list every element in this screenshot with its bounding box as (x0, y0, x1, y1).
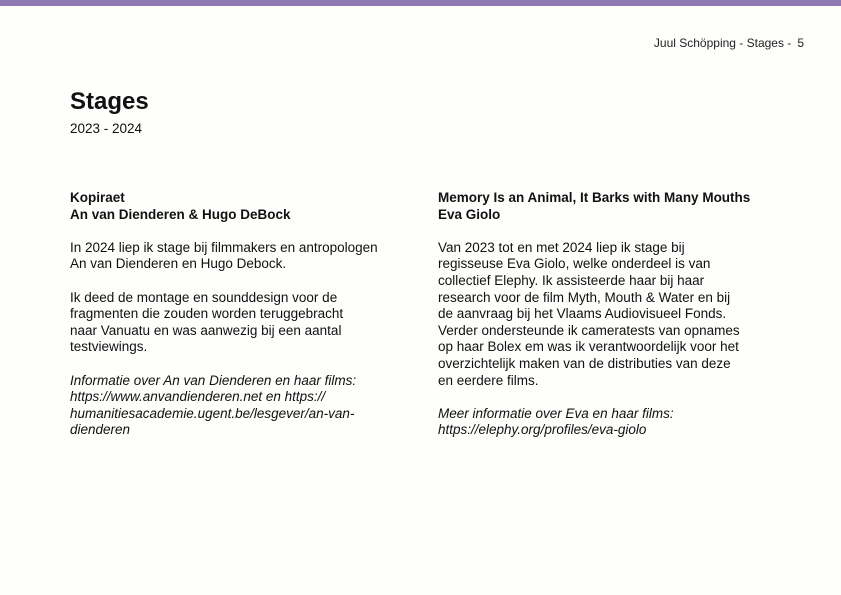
right-heading-line1: Memory Is an Animal, It Barks with Many Mouths (438, 190, 751, 205)
right-paragraph-1: Van 2023 tot en met 2024 liep ik stage bij regisseuse Eva Giolo, welke onderdeel is van collectief Elephy. Ik assisteerde haar bij haar research voor de film Myth, Mouth & Water en bij de aanvraag bij het Vlaams Audiovisueel Fonds. Verder ondersteunde ik cameratests van opnames op haar Bolex em was ik verantwoordelijk voor het overzichtelijk maken van de distributies van deze en eerdere films. (438, 239, 740, 388)
left-column (70, 190, 415, 439)
left-heading-line2: An van Dienderen & Hugo DeBock (70, 206, 291, 222)
right-column (438, 190, 783, 439)
top-accent-bar (0, 0, 841, 6)
right-column-heading (438, 190, 783, 223)
page-number: 5 (797, 36, 804, 50)
left-info-note: Informatie over An van Dienderen en haar films: https://www.anvandienderen.net en https:// humanitiesacademie.ugent.be/lesgever/an-van- dienderen (70, 372, 357, 438)
running-header-title: Juul Schöpping - Stages - (653, 36, 792, 50)
left-column-heading (70, 190, 415, 223)
running-header (654, 36, 804, 50)
right-info-note: Meer informatie over Eva en haar films: https://elephy.org/profiles/eva-giolo (438, 405, 674, 438)
left-heading-line1: Kopiraet (70, 190, 125, 205)
page-subtitle: 2023 - 2024 (70, 121, 143, 136)
page-title: Stages (70, 88, 149, 115)
left-paragraph-1: In 2024 liep ik stage bij filmmakers en antropologen An van Dienderen en Hugo Debock. (70, 239, 378, 272)
right-heading-line2: Eva Giolo (438, 206, 501, 222)
left-paragraph-2: Ik deed de montage en sounddesign voor de fragmenten die zouden worden teruggebracht naar Vanuatu en was aanwezig bij een aantal testviewings. (70, 289, 344, 355)
